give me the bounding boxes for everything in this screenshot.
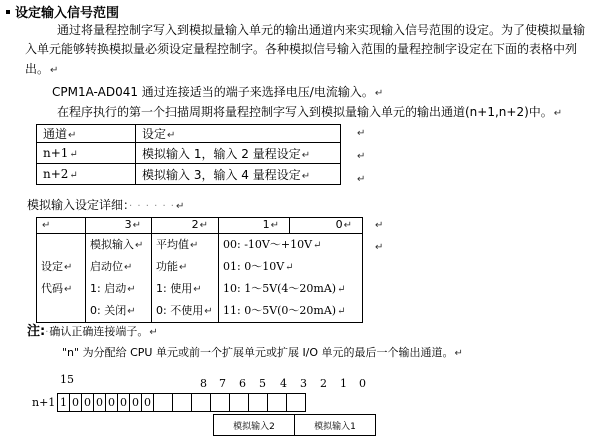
intro-line-1: 通过将量程控制字写入到模拟量输入单元的输出通道内来实现输入信号范围的设定。为了使模拟量输 — [57, 23, 586, 37]
bit-cell — [287, 394, 306, 412]
bit-number: 8 — [200, 377, 207, 390]
setting-detail-table — [36, 217, 363, 323]
range-setting-table — [36, 124, 341, 185]
bit-cell — [173, 394, 192, 412]
group-label-input2: 模拟输入2 — [214, 415, 295, 436]
connect-text: CPM1A-AD041 通过连接适当的端子来选择电压/电流输入。↵ — [52, 85, 384, 99]
bit-register — [57, 393, 306, 412]
bit-header-cell: 0↵ — [290, 218, 363, 234]
table-cell: 模拟输入 3，输入 4 量程设定↵ — [136, 164, 341, 185]
table-header-row — [37, 125, 341, 143]
group-label-input1: 模拟输入1 — [295, 415, 376, 436]
program-text: 在程序执行的第一个扫描周期将量程控制字写入到模拟量输入单元的输出通道(n+1,n+2)中。↵ — [57, 105, 563, 119]
bit-number: 1 — [340, 377, 347, 390]
bit-number: 2 — [320, 377, 327, 390]
note-label: 注: — [27, 324, 46, 339]
bit-cell: 0 — [106, 394, 118, 412]
bit3-cell: 模拟输入↵ 启动位↵ 1: 启动↵ 0: 关闭↵ — [86, 234, 152, 323]
table-cell: n+2↵ — [37, 164, 136, 185]
table-row — [37, 143, 341, 164]
bit-number: 6 — [239, 377, 246, 390]
bit-number: 3 — [300, 377, 307, 390]
note: 注:·确认正确连接端子。↵ — [27, 324, 158, 339]
bit-cell: 0 — [142, 394, 154, 412]
bit-number: 5 — [259, 377, 266, 390]
bit-cell: 0 — [94, 394, 106, 412]
input-group-table — [213, 414, 376, 436]
word-label: n+1 — [32, 396, 56, 409]
bit-cell: 0 — [118, 394, 130, 412]
bit-number: 4 — [280, 377, 287, 390]
intro-line-3: 出。↵ — [25, 62, 59, 76]
n-note: "n" 为分配给 CPU 单元或前一个扩展单元或扩展 I/O 单元的最后一个输出通道。↵ — [62, 346, 463, 359]
bit-number: 0 — [359, 377, 366, 390]
bit-header-cell: 3↵ — [86, 218, 152, 234]
heading-text: 设定输入信号范围 — [15, 6, 120, 21]
table-cell: n+1↵ — [37, 143, 136, 164]
bit-cell: 0 — [82, 394, 94, 412]
bit-header-cell: 2↵ — [152, 218, 219, 234]
table-row — [37, 164, 341, 185]
intro-line-2: 入单元能够转换模拟量必须设定量程控制字。各种模拟信号输入范围的量程控制字设定在下面的表格中列 — [25, 42, 578, 56]
bit-header-cell: 1↵ — [219, 218, 290, 234]
bit-number: 7 — [219, 377, 226, 390]
bit-number: 15 — [60, 373, 74, 386]
bit-cell: 0 — [130, 394, 142, 412]
bit-cell — [192, 394, 211, 412]
row-label-cell: 设定↵ 代码↵ — [37, 234, 86, 323]
bit-cell: 0 — [70, 394, 82, 412]
detail-title: 模拟输入设定详细：· · · · · ·↵ — [27, 198, 185, 212]
table-row — [37, 234, 363, 323]
bit-cell — [268, 394, 287, 412]
table-cell: ↵ — [37, 218, 86, 234]
range-cell: 00: -10V～+10V↵ 01: 0～10V↵ 10: 1～5V(4～20mA)↵ 11: 0～5V(0～20mA)↵ — [219, 234, 363, 323]
bullet-icon — [6, 10, 10, 14]
table-cell: 模拟输入 1，输入 2 量程设定↵ — [136, 143, 341, 164]
bit-cell: 1 — [58, 394, 70, 412]
bit-cell — [230, 394, 249, 412]
table-header-cell: 通道↵ — [37, 125, 136, 143]
bit-cell — [154, 394, 173, 412]
bit-header-row — [37, 218, 363, 234]
note-text: 确认正确连接端子。 — [49, 325, 149, 338]
bit-cell — [249, 394, 268, 412]
section-heading — [6, 2, 119, 21]
table-header-cell: 设定↵ — [136, 125, 341, 143]
bit2-cell: 平均值↵ 功能↵ 1: 使用↵ 0: 不使用↵ — [152, 234, 219, 323]
bit-cell — [211, 394, 230, 412]
